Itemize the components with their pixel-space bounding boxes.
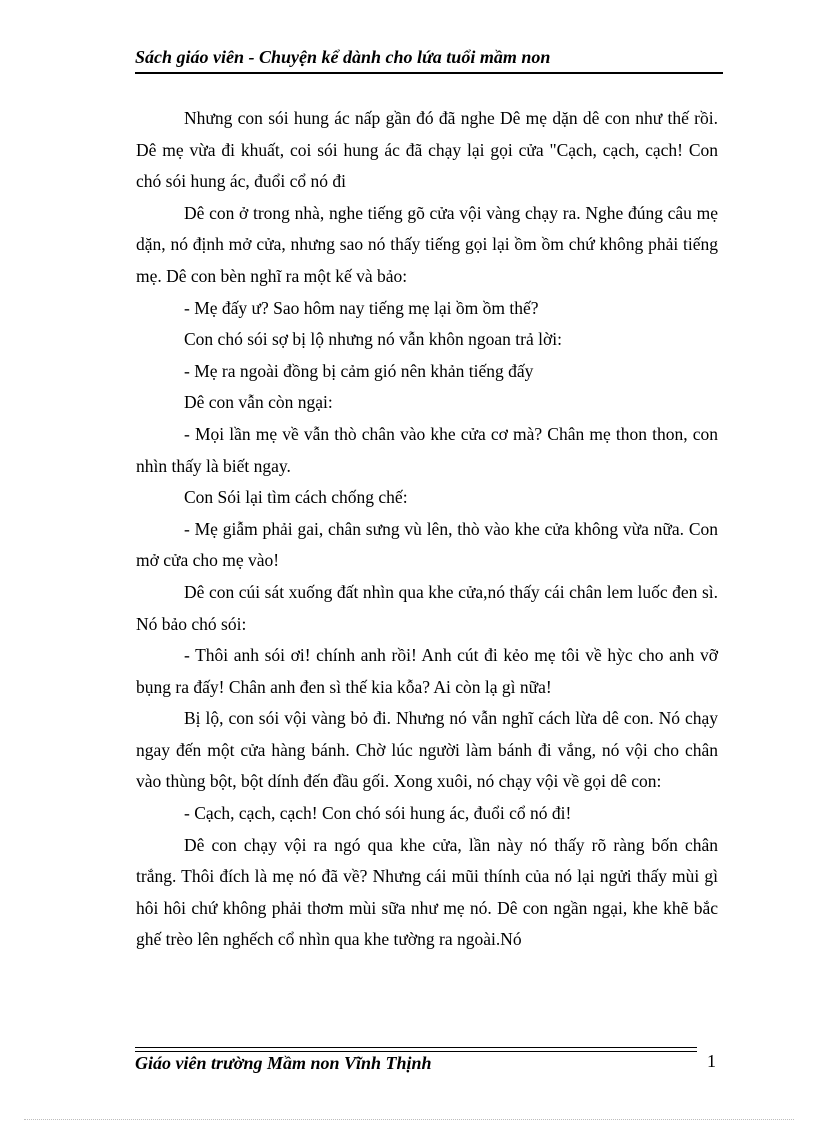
paragraph-3: - Mẹ đấy ư? Sao hôm nay tiếng mẹ lại ồm ồm thế?	[184, 297, 539, 318]
running-footer-text: Giáo viên trường Mầm non Vĩnh Thịnh	[135, 1053, 432, 1073]
paragraph-8: Con Sói lại tìm cách chống chế:	[184, 487, 408, 508]
page-edge-divider	[24, 1119, 794, 1120]
paragraph-9: - Mẹ giẫm phải gai, chân sưng vù lên, thò vào khe cửa không vừa nữa. Con mở cửa cho mẹ vào!	[136, 518, 718, 571]
paragraph-10: Dê con cúi sát xuống đất nhìn qua khe cửa,nó thấy cái chân lem luốc đen sì. Nó bảo chó sói:	[136, 581, 718, 634]
footer-rule	[135, 1047, 697, 1052]
paragraph-12: Bị lộ, con sói vội vàng bỏ đi. Nhưng nó vẫn nghĩ cách lừa dê con. Nó chạy ngay đến một cửa hàng bánh. Chờ lúc người làm bánh đi vắng, nó vội cho chân vào thùng bột, bột dính đến đầu gối. Xong xuôi, nó chạy vội về gọi dê con:	[136, 708, 718, 792]
paragraph-6: Dê con vẫn còn ngại:	[184, 392, 333, 413]
paragraph-1: Nhưng con sói hung ác nấp gần đó đã nghe Dê mẹ dặn dê con như thế rồi. Dê mẹ vừa đi khuất, coi sói hung ác đã chạy lại gọi cửa "Cạch, cạch, cạch! Con chó sói hung ác, đuổi cổ nó đi	[136, 108, 718, 192]
running-header-title: Sách giáo viên - Chuyện kể dành cho lứa tuổi mầm non	[135, 47, 551, 67]
header-rule	[135, 72, 723, 74]
paragraph-7: - Mọi lần mẹ về vẫn thò chân vào khe cửa cơ mà? Chân mẹ thon thon, con nhìn thấy là biết ngay.	[136, 423, 718, 476]
paragraph-2: Dê con ở trong nhà, nghe tiếng gõ cửa vội vàng chạy ra. Nghe đúng câu mẹ dặn, nó định mở cửa, nhưng sao nó thấy tiếng gọi lại ồm ồm chứ không phải tiếng mẹ. Dê con bèn nghĩ ra một kế và bảo:	[136, 202, 718, 286]
paragraph-5: - Mẹ ra ngoài đồng bị cảm gió nên khản tiếng đấy	[184, 360, 534, 381]
body-text	[136, 103, 718, 956]
page-number: 1	[707, 1051, 716, 1071]
paragraph-4: Con chó sói sợ bị lộ nhưng nó vẫn khôn ngoan trả lời:	[184, 329, 562, 350]
paragraph-13: - Cạch, cạch, cạch! Con chó sói hung ác, đuổi cổ nó đi!	[184, 803, 572, 824]
paragraph-14: Dê con chạy vội ra ngó qua khe cửa, lần này nó thấy rõ ràng bốn chân trắng. Thôi đích là mẹ nó đã về? Nhưng cái mũi thính của nó lại ngửi thấy mùi gì hôi hôi chứ không phải thơm mùi sữa như mẹ nó. Dê con ngần ngại, khe khẽ bắc ghế trèo lên nghếch cổ nhìn qua khe tường ra ngoài.Nó	[136, 834, 718, 950]
paragraph-11: - Thôi anh sói ơi! chính anh rồi! Anh cút đi kẻo mẹ tôi về hỳc cho anh vỡ bụng ra đấy! Chân anh đen sì thế kia kỗa? Ai còn lạ gì nữa!	[136, 645, 718, 697]
